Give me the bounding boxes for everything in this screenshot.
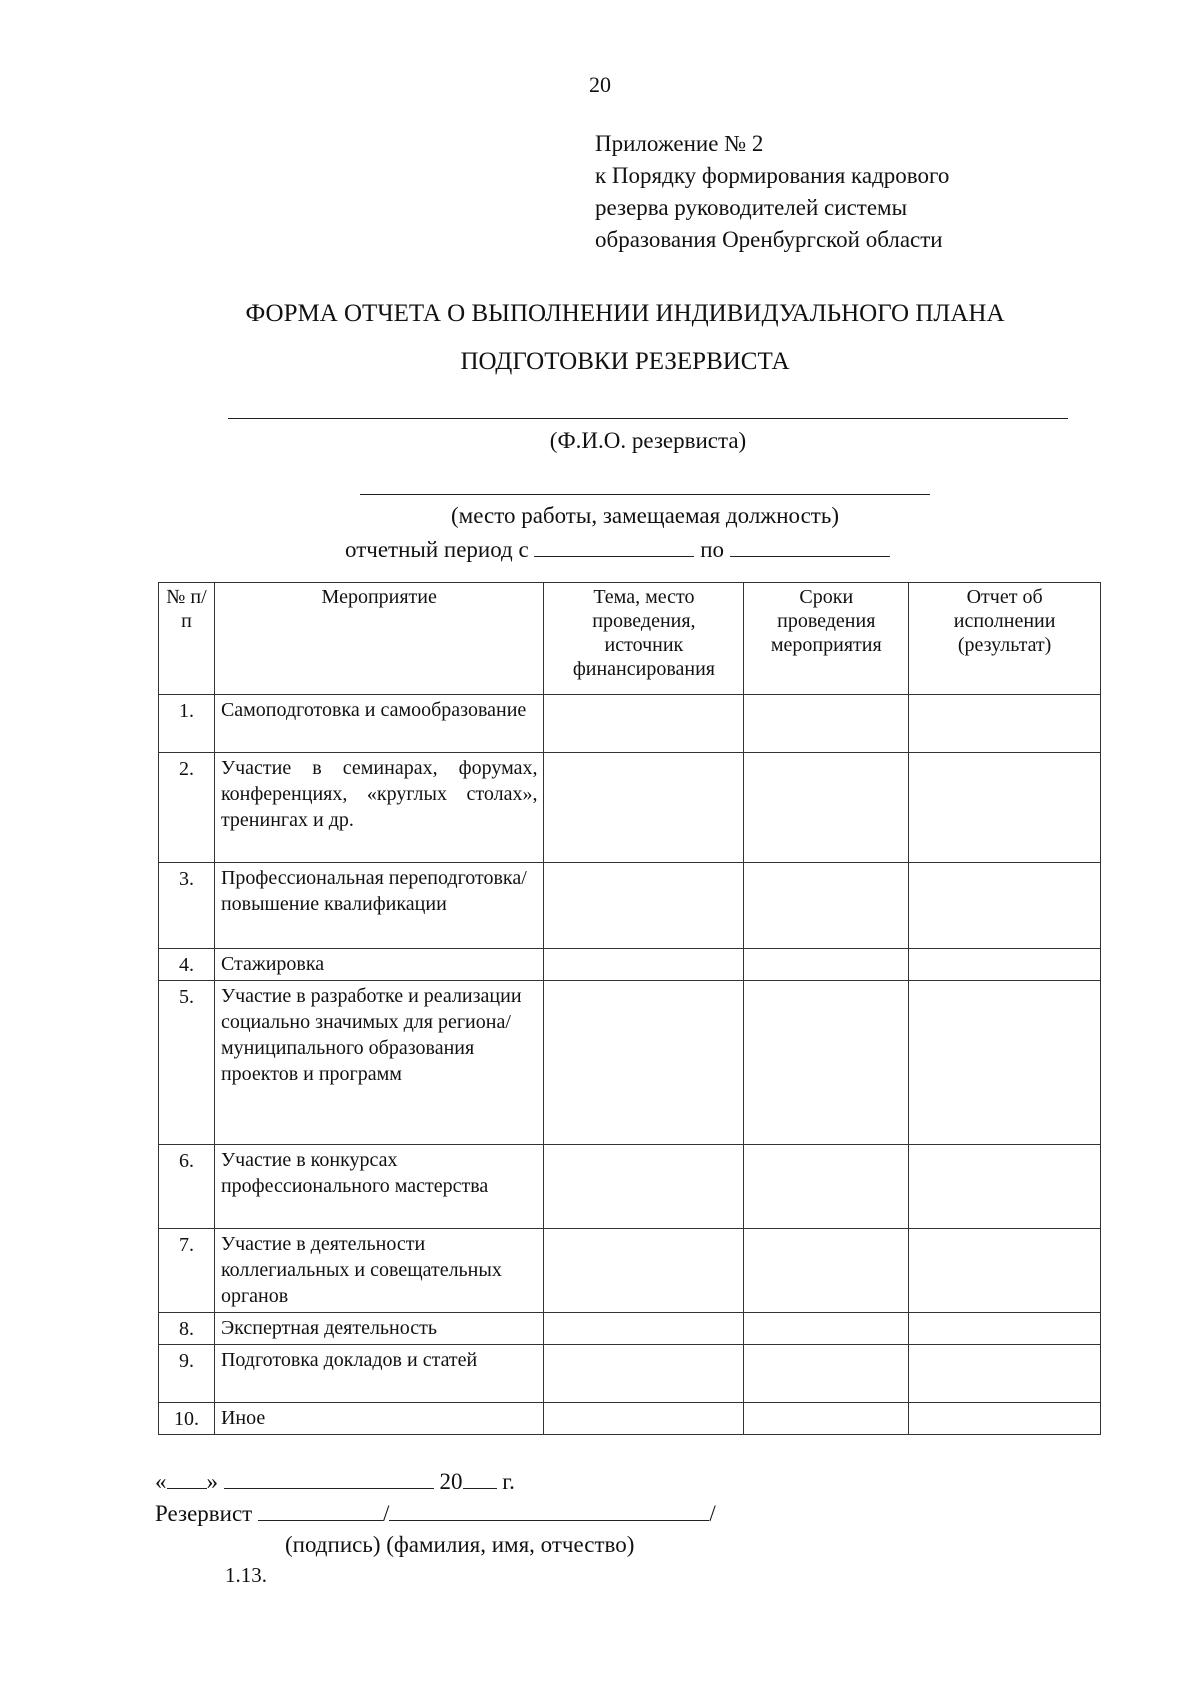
workplace-blank-line <box>360 494 930 495</box>
cell-dates[interactable] <box>744 1229 909 1313</box>
header-num: № п/п <box>159 583 215 695</box>
full-name-blank[interactable] <box>389 1500 709 1521</box>
appendix-line: резерва руководителей системы <box>595 195 908 220</box>
cell-topic[interactable] <box>544 863 744 949</box>
row-num: 3. <box>159 863 215 949</box>
row-num: 10. <box>159 1403 215 1435</box>
appendix-reference <box>595 128 1065 256</box>
row-event: Профессиональная переподготовка/повышение квалификации <box>214 863 544 949</box>
table-row <box>159 1345 1101 1403</box>
cell-dates[interactable] <box>744 863 909 949</box>
date-open-quote: « <box>155 1469 167 1494</box>
appendix-line: к Порядку формирования кадрового <box>595 163 950 188</box>
row-event: Подготовка докладов и статей <box>214 1345 544 1403</box>
cell-topic[interactable] <box>544 1345 744 1403</box>
period-start-blank <box>534 536 694 557</box>
row-event: Стажировка <box>214 949 544 981</box>
cell-topic[interactable] <box>544 1403 744 1435</box>
document-title <box>150 290 1100 386</box>
section-number: 1.13. <box>225 1563 267 1587</box>
cell-report[interactable] <box>909 1345 1101 1403</box>
row-event: Участие в семинарах, форумах, конференциях, «круглых столах», тренингах и др. <box>214 753 544 863</box>
row-event: Самоподготовка и самообразование <box>214 695 544 753</box>
row-event: Иное <box>214 1403 544 1435</box>
period-prefix: отчетный период с <box>345 537 529 562</box>
report-table <box>158 582 1101 1435</box>
period-end-blank <box>730 536 890 557</box>
table-header-row <box>159 583 1101 695</box>
period-middle: по <box>700 537 725 562</box>
signature-blank[interactable] <box>258 1500 383 1521</box>
table-row <box>159 1313 1101 1345</box>
cell-dates[interactable] <box>744 949 909 981</box>
cell-dates[interactable] <box>744 1313 909 1345</box>
reporting-period <box>345 536 1045 563</box>
title-line-1: ФОРМА ОТЧЕТА О ВЫПОЛНЕНИИ ИНДИВИДУАЛЬНОГО ПЛАНА <box>245 300 1005 327</box>
cell-report[interactable] <box>909 1403 1101 1435</box>
table-row <box>159 753 1101 863</box>
page-number: 20 <box>589 72 611 97</box>
year-prefix: 20 <box>439 1469 463 1494</box>
cell-dates[interactable] <box>744 1345 909 1403</box>
row-num: 8. <box>159 1313 215 1345</box>
row-event: Участие в конкурсах профессионального мастерства <box>214 1145 544 1229</box>
signature-reservist-line <box>155 1500 716 1527</box>
row-event: Участие в деятельности коллегиальных и совещательных органов <box>214 1229 544 1313</box>
table-row <box>159 1145 1101 1229</box>
cell-topic[interactable] <box>544 1229 744 1313</box>
header-dates: Сроки проведения мероприятия <box>744 583 909 695</box>
table-row <box>159 981 1101 1145</box>
appendix-line: Приложение № 2 <box>595 131 764 156</box>
reservist-label: Резервист <box>155 1501 253 1526</box>
appendix-line: образования Оренбургской области <box>595 227 943 252</box>
day-blank[interactable] <box>167 1468 207 1489</box>
row-event: Экспертная деятельность <box>214 1313 544 1345</box>
row-num: 9. <box>159 1345 215 1403</box>
year-suffix: г. <box>502 1469 515 1494</box>
table-row <box>159 863 1101 949</box>
signature-slash: / <box>382 1501 390 1526</box>
cell-report[interactable] <box>909 1229 1101 1313</box>
header-topic: Тема, место проведения, источник финансирования <box>544 583 744 695</box>
cell-report[interactable] <box>909 949 1101 981</box>
cell-topic[interactable] <box>544 1313 744 1345</box>
cell-dates[interactable] <box>744 695 909 753</box>
cell-topic[interactable] <box>544 981 744 1145</box>
row-event: Участие в разработке и реализации социально значимых для региона/муниципального образования проектов и программ <box>214 981 544 1145</box>
row-num: 2. <box>159 753 215 863</box>
cell-report[interactable] <box>909 695 1101 753</box>
workplace-caption: (место работы, замещаемая должность) <box>451 503 839 528</box>
table-row <box>159 949 1101 981</box>
fio-caption: (Ф.И.О. резервиста) <box>549 428 747 453</box>
table-row <box>159 1403 1101 1435</box>
row-num: 1. <box>159 695 215 753</box>
cell-topic[interactable] <box>544 1145 744 1229</box>
cell-report[interactable] <box>909 1313 1101 1345</box>
cell-dates[interactable] <box>744 1145 909 1229</box>
cell-report[interactable] <box>909 981 1101 1145</box>
date-close-quote: » <box>206 1469 218 1494</box>
table-row <box>159 695 1101 753</box>
signature-caption: (подпись) (фамилия, имя, отчество) <box>285 1532 635 1557</box>
year-blank[interactable] <box>463 1468 497 1489</box>
row-num: 5. <box>159 981 215 1145</box>
title-line-2: ПОДГОТОВКИ РЕЗЕРВИСТА <box>460 348 790 375</box>
cell-topic[interactable] <box>544 949 744 981</box>
cell-topic[interactable] <box>544 695 744 753</box>
header-report: Отчет об исполнении (результат) <box>909 583 1101 695</box>
signature-slash-end: / <box>709 1501 716 1526</box>
cell-report[interactable] <box>909 753 1101 863</box>
cell-report[interactable] <box>909 1145 1101 1229</box>
signature-date-line <box>155 1468 515 1495</box>
table-row <box>159 1229 1101 1313</box>
row-num: 4. <box>159 949 215 981</box>
cell-report[interactable] <box>909 863 1101 949</box>
cell-dates[interactable] <box>744 1403 909 1435</box>
header-event: Мероприятие <box>214 583 544 695</box>
cell-dates[interactable] <box>744 753 909 863</box>
row-num: 7. <box>159 1229 215 1313</box>
month-blank[interactable] <box>224 1468 434 1489</box>
cell-topic[interactable] <box>544 753 744 863</box>
cell-dates[interactable] <box>744 981 909 1145</box>
row-num: 6. <box>159 1145 215 1229</box>
fio-blank-line <box>228 418 1068 419</box>
